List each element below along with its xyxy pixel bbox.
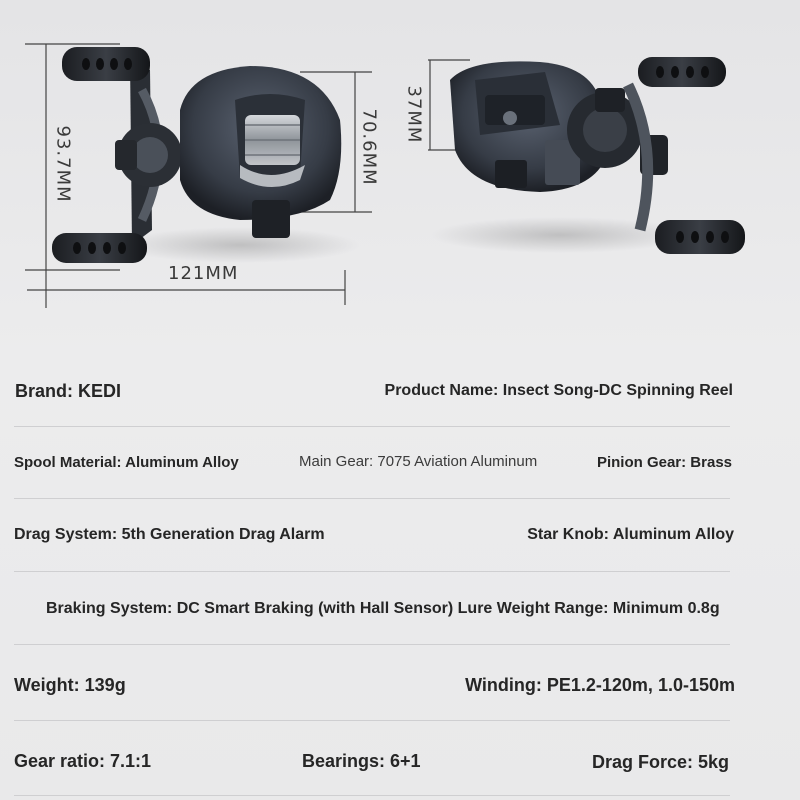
row-divider xyxy=(14,498,730,499)
row-divider xyxy=(14,644,730,645)
product-figure xyxy=(0,0,800,330)
spec-main-gear: Main Gear: 7075 Aviation Aluminum xyxy=(299,453,538,470)
spec-drag-system: Drag System: 5th Generation Drag Alarm xyxy=(14,526,325,543)
reel-illustrations xyxy=(0,0,800,330)
spec-table xyxy=(0,355,800,800)
spec-spool-material: Spool Material: Aluminum Alloy xyxy=(14,454,239,471)
spec-gear-ratio: Gear ratio: 7.1:1 xyxy=(14,751,152,771)
spec-weight: Weight: 139g xyxy=(14,675,126,695)
row-divider xyxy=(14,720,730,721)
spec-pinion-gear: Pinion Gear: Brass xyxy=(596,454,732,471)
depth-dimension-label-right: 37MM xyxy=(403,85,425,144)
height-dimension-label-left: 93.7MM xyxy=(52,125,74,203)
row-divider xyxy=(14,571,730,572)
spec-drag-force: Drag Force: 5kg xyxy=(591,752,729,772)
spec-product-name: Product Name: Insect Song-DC Spinning Reel xyxy=(384,382,733,399)
row-divider xyxy=(14,795,730,796)
spec-winding: Winding: PE1.2-120m, 1.0-150m xyxy=(465,675,735,695)
height-dimension-label-mid: 70.6MM xyxy=(358,108,380,186)
width-dimension-label-left: 121MM xyxy=(168,263,239,284)
spec-star-knob: Star Knob: Aluminum Alloy xyxy=(527,526,734,543)
spec-brand: Brand: KEDI xyxy=(15,381,122,401)
spec-bearings: Bearings: 6+1 xyxy=(302,751,421,771)
spec-braking-system: Braking System: DC Smart Braking (with Hall Sensor) Lure Weight Range: Minimum 0.8g xyxy=(46,600,720,617)
row-divider xyxy=(14,426,730,427)
